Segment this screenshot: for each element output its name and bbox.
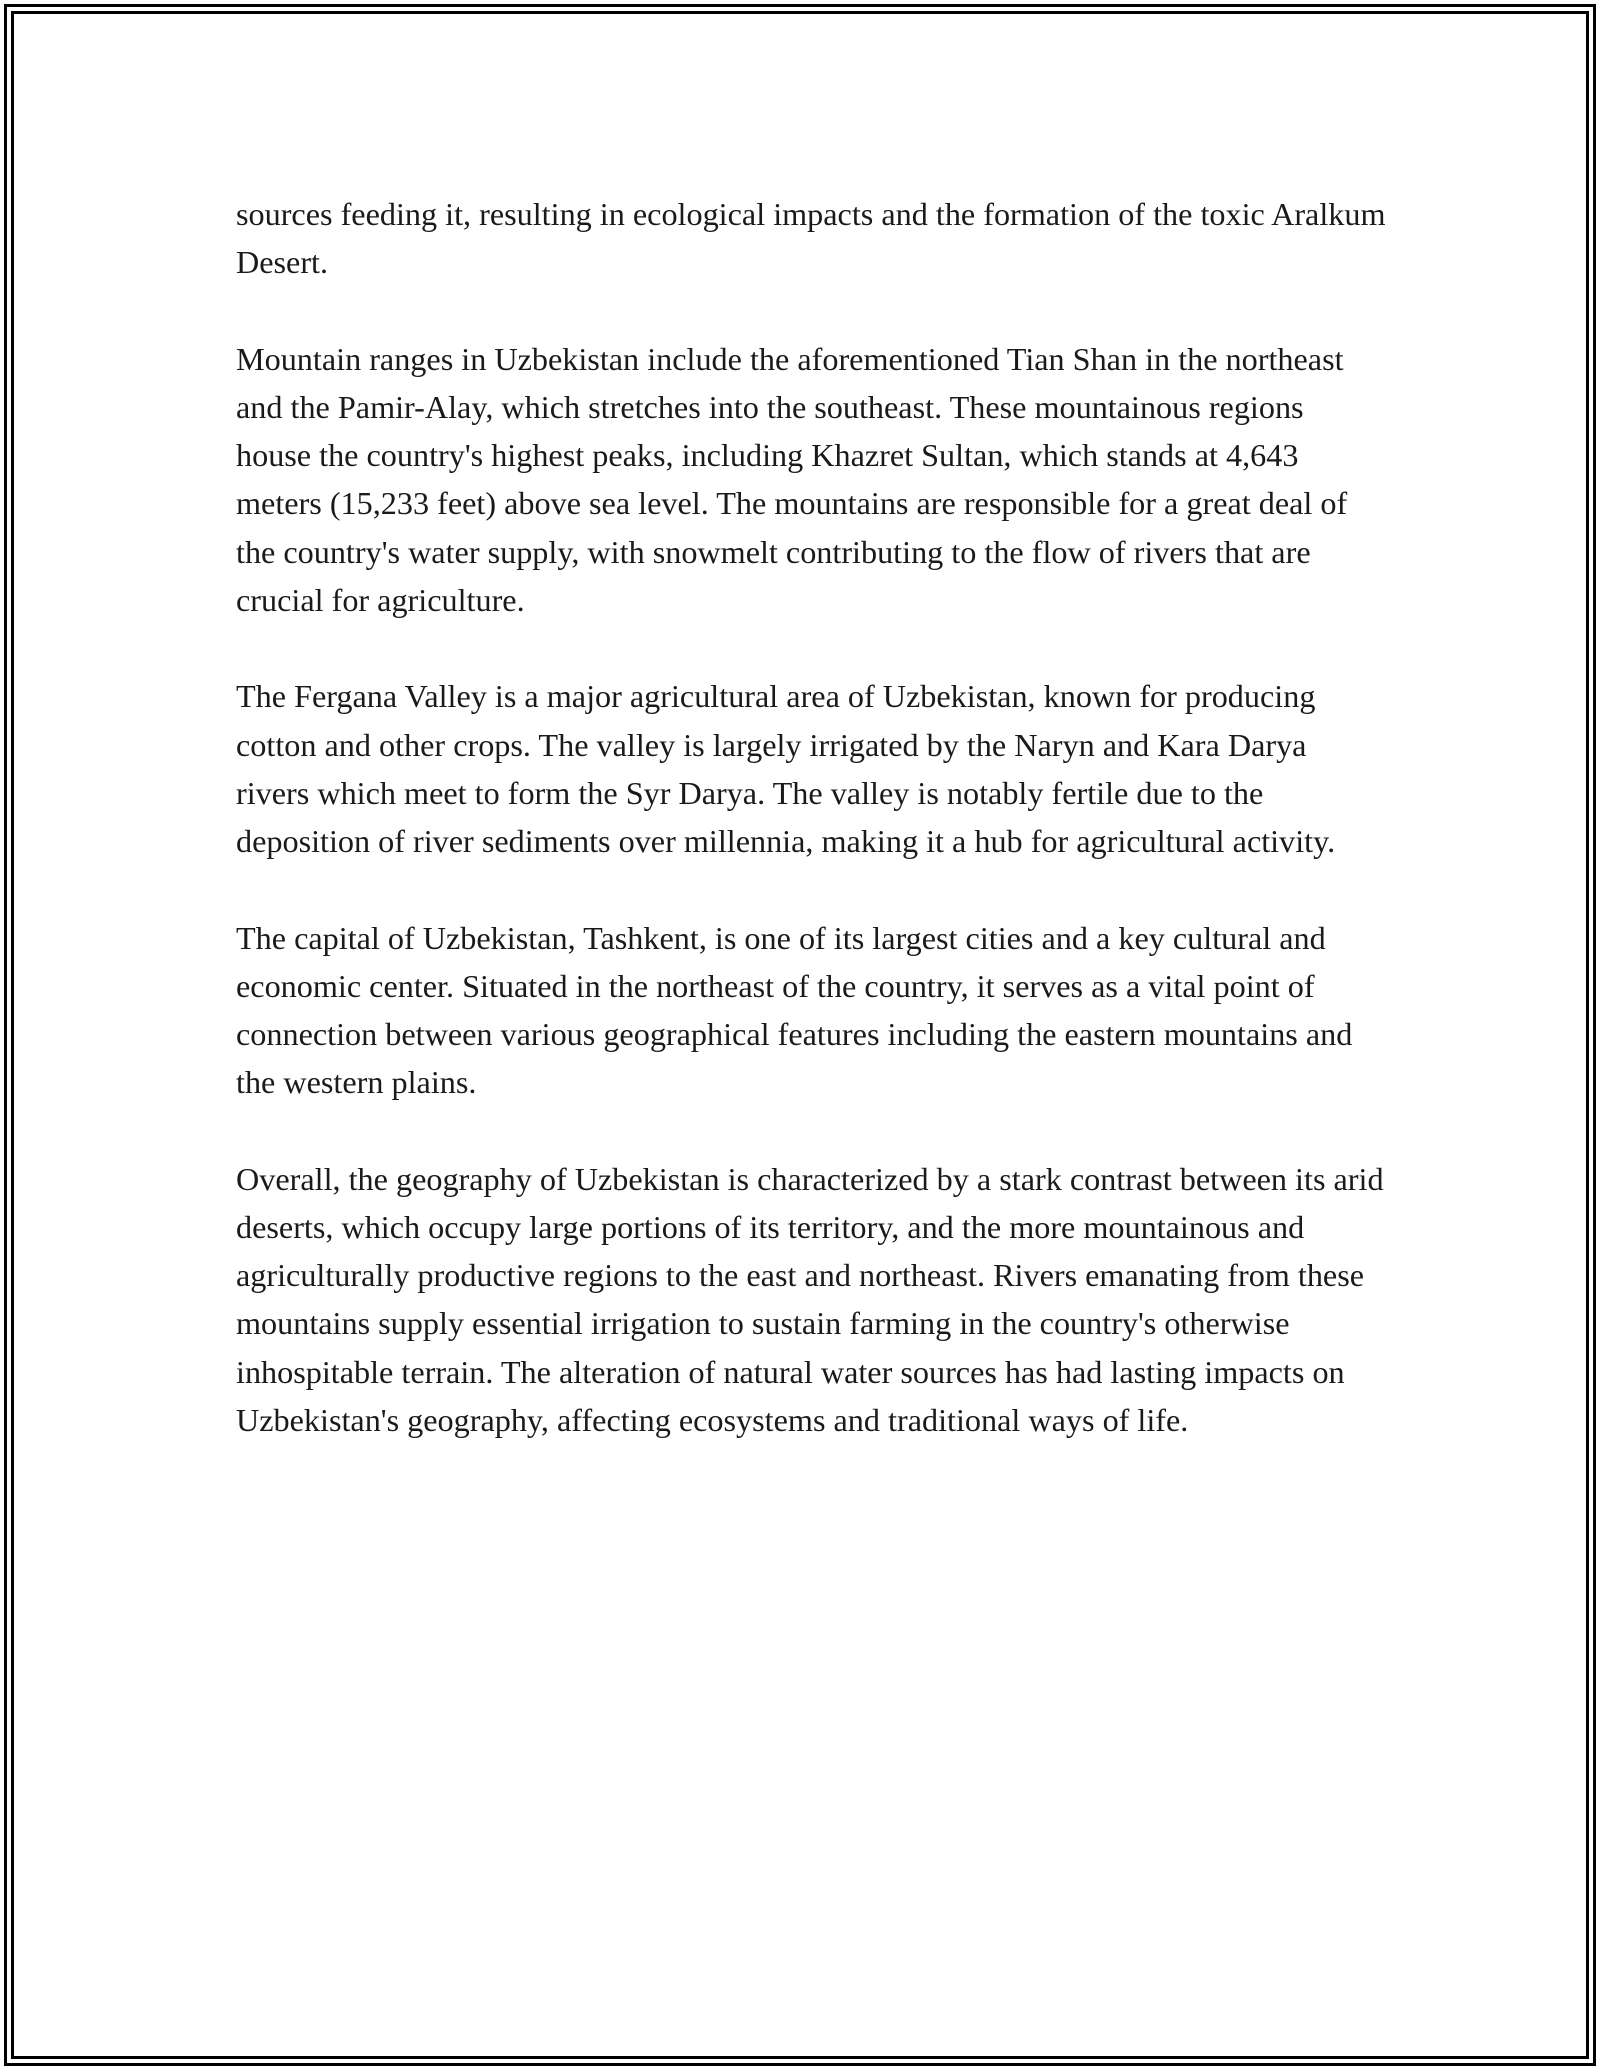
- paragraph-overall-geography: Overall, the geography of Uzbekistan is characterized by a stark contrast between its arid deserts, which occupy large portions of its territory, and the more mountainous and agriculturally productive regions to the east and northeast. Rivers emanating from these mountains supply essential irrigation to sustain farming in the country's otherwise inhospitable terrain. The alteration of natural water sources has had lasting impacts on Uzbekistan's geography, affecting ecosystems and traditional ways of life.: [236, 1160, 1384, 1438]
- paragraph-aralkum-desert: sources feeding it, resulting in ecological impacts and the formation of the toxic Aralkum Desert.: [236, 196, 1386, 281]
- paragraph-fergana-valley: The Fergana Valley is a major agricultural area of Uzbekistan, known for producing cotton and other crops. The valley is largely irrigated by the Naryn and Kara Darya rivers which meet to form the Syr Darya. The valley is notably fertile due to the deposition of river sediments over millennia, making it a hub for agricultural activity.: [236, 678, 1336, 860]
- paragraph-tashkent: The capital of Uzbekistan, Tashkent, is one of its largest cities and a key cultural and economic center. Situated in the northeast of the country, it serves as a vital point of connection between various geographical features including the eastern mountains and the western plains.: [236, 919, 1353, 1101]
- paragraph-mountain-ranges: Mountain ranges in Uzbekistan include the aforementioned Tian Shan in the northeast and the Pamir-Alay, which stretches into the southeast. These mountainous regions house the country's highest peaks, including Khazret Sultan, which stands at 4,643 meters (15,233 feet) above sea level. The mountains are responsible for a great deal of the country's water supply, with snowmelt contributing to the flow of rivers that are crucial for agriculture.: [236, 340, 1348, 618]
- document-body: [236, 190, 1386, 1492]
